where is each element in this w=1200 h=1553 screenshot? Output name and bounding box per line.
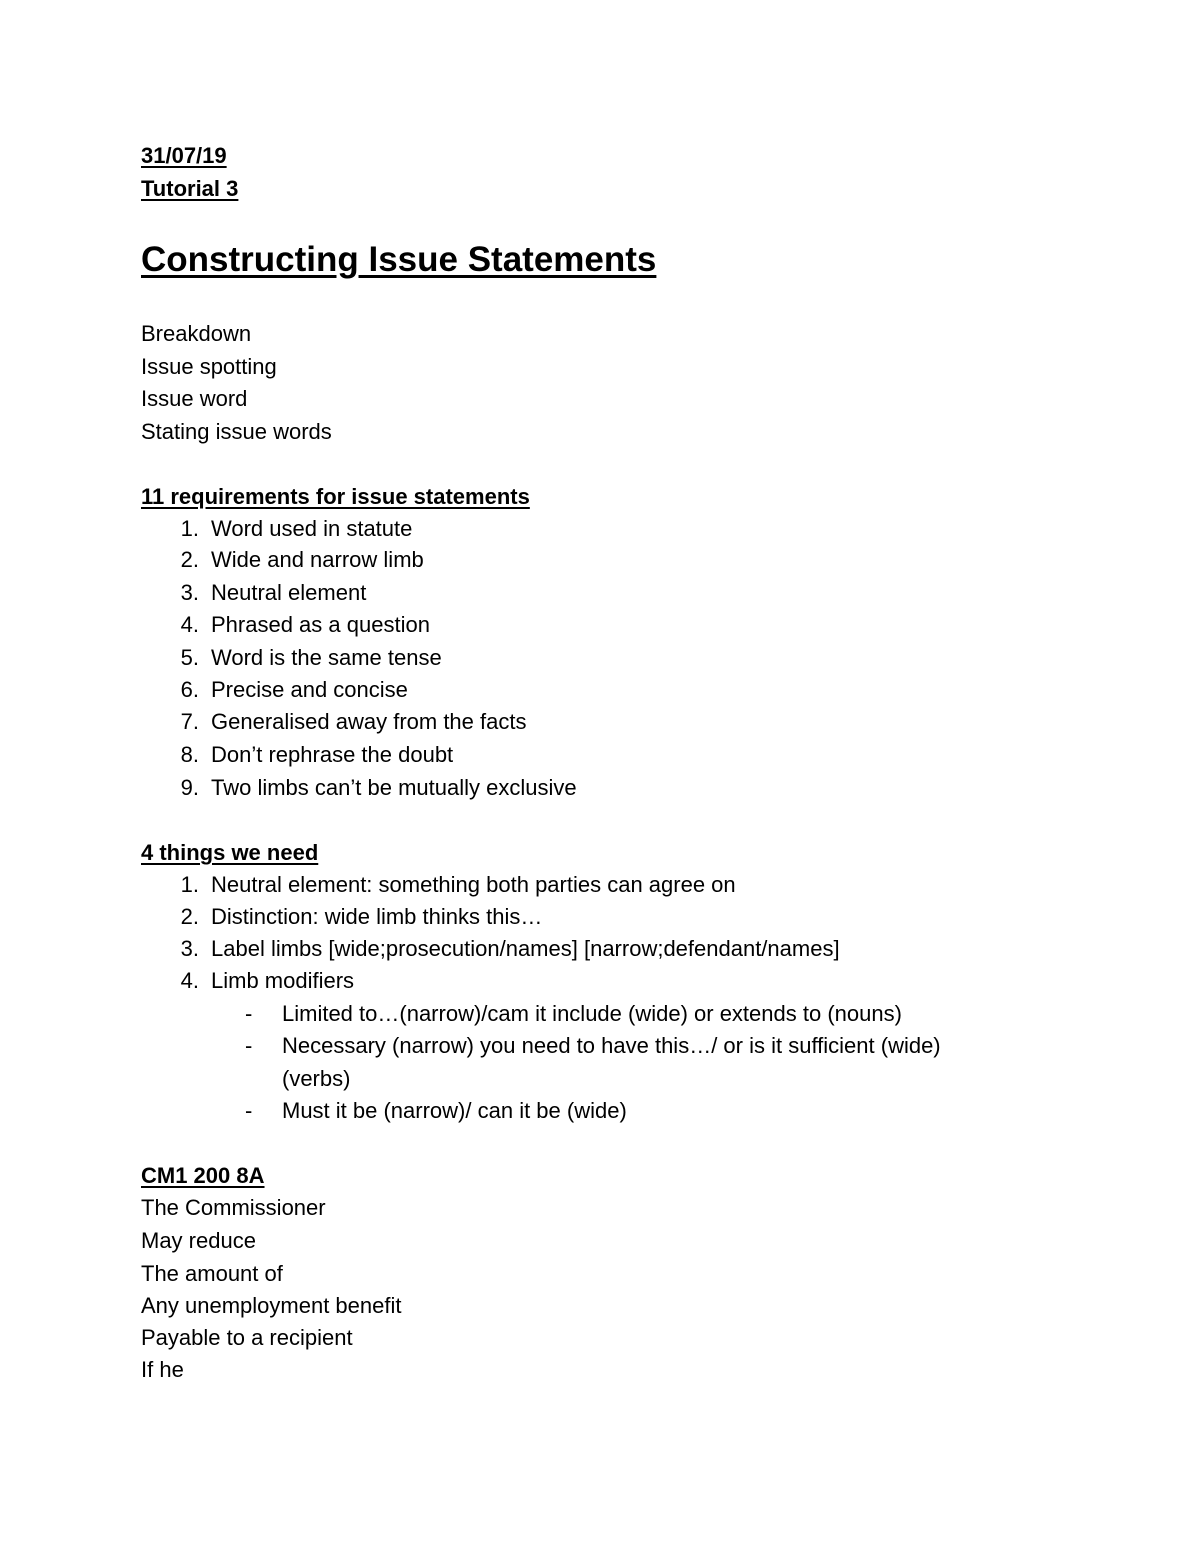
- page-title: Constructing Issue Statements: [141, 240, 657, 279]
- cm-line: May reduce: [141, 1228, 256, 1253]
- cm-line: The amount of: [141, 1261, 283, 1286]
- list-text: Limb modifiers: [211, 968, 355, 993]
- sub-list-text: Must it be (narrow)/ can it be (wide): [282, 1098, 627, 1123]
- cm-heading: CM1 200 8A: [141, 1163, 265, 1188]
- list-text: Neutral element: something both parties can agree on: [211, 872, 736, 897]
- list-number: 2.: [180, 547, 199, 572]
- list-number: 6.: [180, 677, 199, 702]
- list-text: Label limbs [wide;prosecution/names] [narrow;defendant/names]: [211, 936, 840, 961]
- cm-line: The Commissioner: [141, 1195, 326, 1220]
- tutorial-heading: Tutorial 3: [141, 176, 239, 201]
- date-heading: 31/07/19: [141, 143, 227, 168]
- list-text: Word used in statute: [211, 516, 413, 541]
- cm-line: Any unemployment benefit: [141, 1293, 402, 1318]
- list-number: 4.: [180, 612, 199, 637]
- sub-list-text-continued: (verbs): [282, 1066, 351, 1091]
- cm-line: Payable to a recipient: [141, 1325, 353, 1350]
- dash-bullet: -: [245, 1033, 253, 1058]
- intro-line: Issue word: [141, 386, 248, 411]
- intro-line: Issue spotting: [141, 354, 277, 379]
- intro-line: Stating issue words: [141, 419, 332, 444]
- list-number: 8.: [180, 742, 199, 767]
- list-text: Generalised away from the facts: [211, 709, 527, 734]
- intro-line: Breakdown: [141, 321, 252, 346]
- list-number: 9.: [180, 775, 199, 800]
- list-number: 4.: [180, 968, 199, 993]
- list-number: 1.: [180, 872, 199, 897]
- list-number: 1.: [180, 516, 199, 541]
- list-number: 5.: [180, 645, 199, 670]
- list-text: Distinction: wide limb thinks this…: [211, 904, 543, 929]
- list-text: Wide and narrow limb: [211, 547, 424, 572]
- list-text: Don’t rephrase the doubt: [211, 742, 454, 767]
- dash-bullet: -: [245, 1001, 253, 1026]
- dash-bullet: -: [245, 1098, 253, 1123]
- list-text: Phrased as a question: [211, 612, 430, 637]
- list-number: 7.: [180, 709, 199, 734]
- sub-list-text: Limited to…(narrow)/cam it include (wide) or extends to (nouns): [282, 1001, 902, 1026]
- sub-list-text: Necessary (narrow) you need to have this…/ or is it sufficient (wide): [282, 1033, 941, 1058]
- list-text: Two limbs can’t be mutually exclusive: [211, 775, 577, 800]
- list-text: Precise and concise: [211, 677, 408, 702]
- list-number: 3.: [180, 580, 199, 605]
- needs-heading: 4 things we need: [141, 840, 319, 865]
- list-number: 3.: [180, 936, 199, 961]
- cm-line: If he: [141, 1357, 184, 1382]
- list-text: Word is the same tense: [211, 645, 442, 670]
- requirements-heading: 11 requirements for issue statements: [141, 484, 530, 509]
- list-text: Neutral element: [211, 580, 367, 605]
- list-number: 2.: [180, 904, 199, 929]
